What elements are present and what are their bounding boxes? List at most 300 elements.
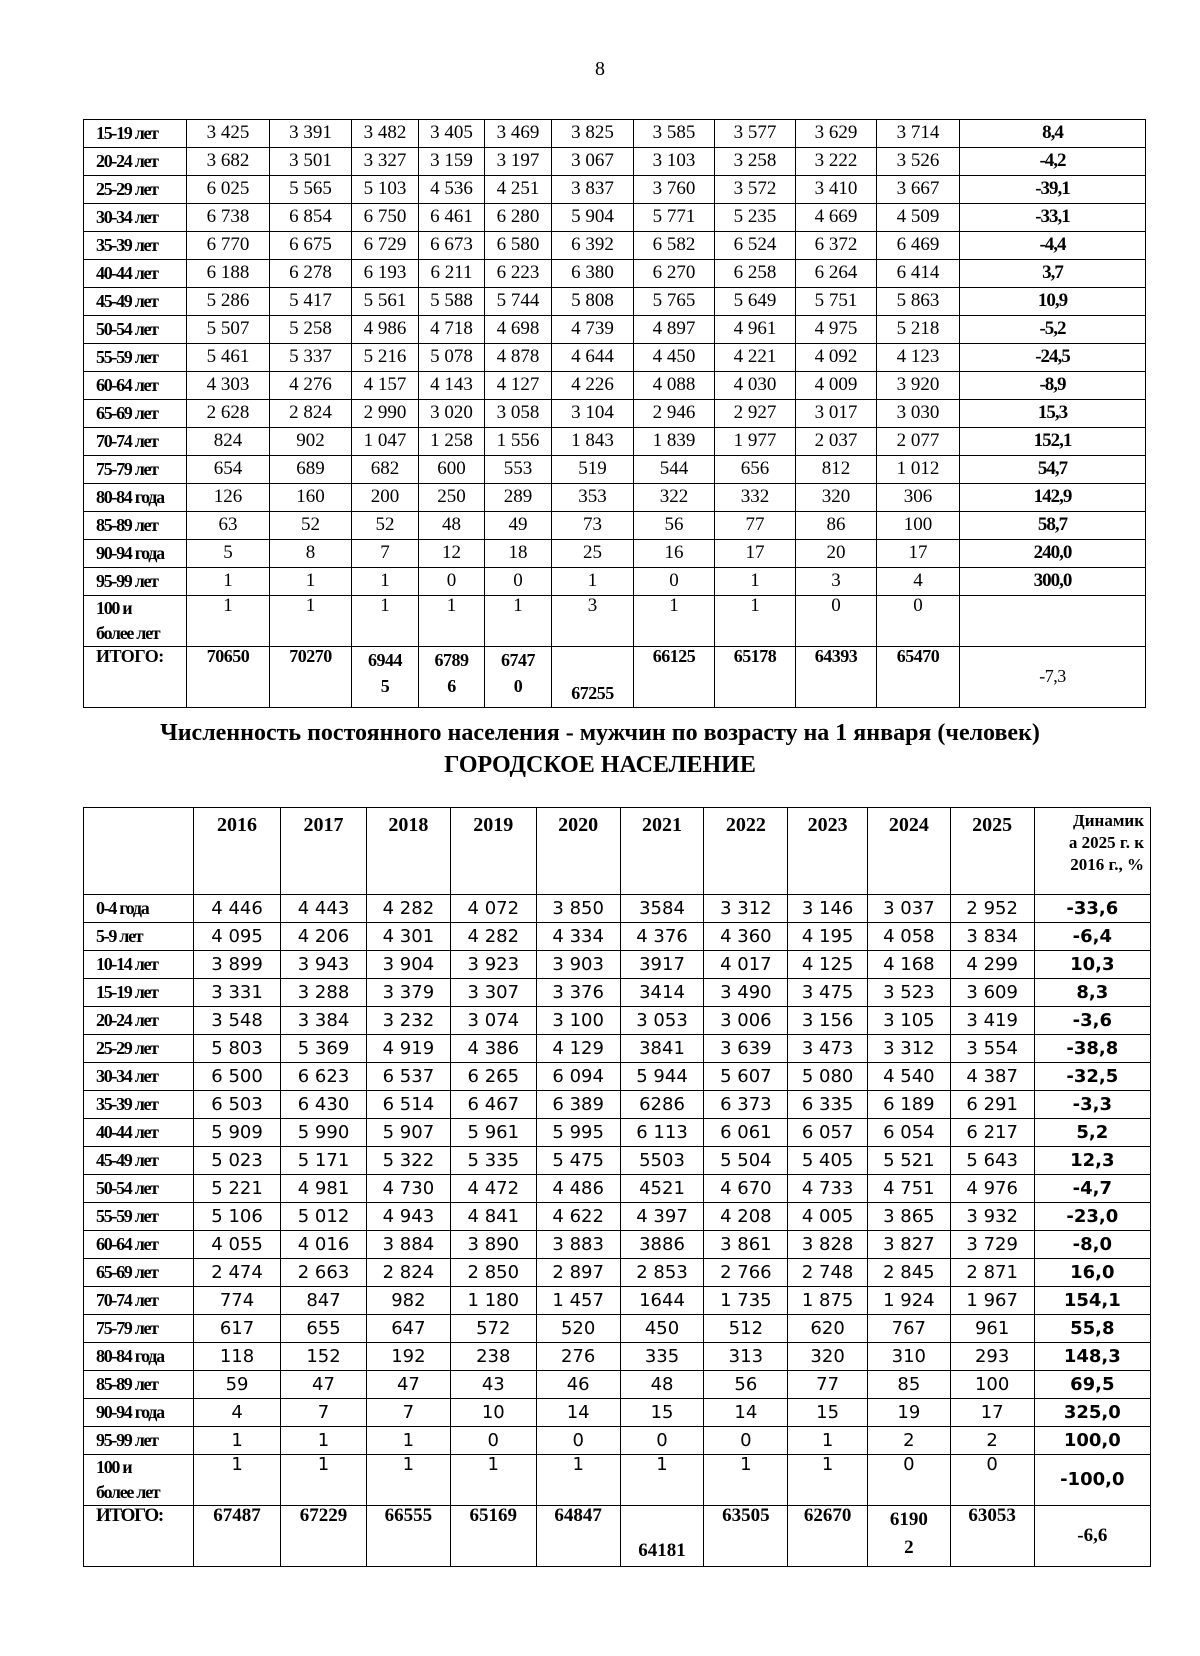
table-cell: 4 897 xyxy=(634,316,715,344)
table-row xyxy=(84,1035,1151,1063)
table-cell: 600 xyxy=(419,456,485,484)
table-cell: 1 839 xyxy=(634,428,715,456)
table-cell: 6 193 xyxy=(352,260,419,288)
dynamic-cell: 300,0 xyxy=(960,568,1146,596)
dynamic-cell: -24,5 xyxy=(960,344,1146,372)
dynamic-cell: -33,1 xyxy=(960,204,1146,232)
header-year: 2016 xyxy=(194,808,281,895)
row-label: 15-19 лет xyxy=(84,120,187,148)
row-label: 60-64 лет xyxy=(84,1231,194,1259)
table-row xyxy=(84,951,1151,979)
table2-body xyxy=(84,808,1151,1567)
dynamic-cell: 5,2 xyxy=(1034,1119,1150,1147)
table-cell: 4 299 xyxy=(950,951,1034,979)
table-cell: 3 482 xyxy=(352,120,419,148)
table-cell: 1 xyxy=(281,1455,367,1506)
table-cell: 6 675 xyxy=(270,232,352,260)
table-cell: 335 xyxy=(620,1343,704,1371)
total-cell-part: 5 xyxy=(380,676,390,697)
table-cell: 6 414 xyxy=(877,260,960,288)
table-cell: 17 xyxy=(877,540,960,568)
table-row xyxy=(84,1007,1151,1035)
table-cell: 2 628 xyxy=(187,400,270,428)
page-number: 8 xyxy=(595,58,605,80)
table-cell: 5 023 xyxy=(194,1147,281,1175)
table-cell: 0 xyxy=(796,596,877,647)
table-row xyxy=(84,428,1146,456)
table-cell: 52 xyxy=(352,512,419,540)
table-cell: 2 897 xyxy=(536,1259,620,1287)
header-year: 2023 xyxy=(788,808,868,895)
row-label: 45-49 лет xyxy=(84,288,187,316)
table-cell: 1 xyxy=(366,1427,450,1455)
table-cell: 6 389 xyxy=(536,1091,620,1119)
table-cell: 5 417 xyxy=(270,288,352,316)
dynamic-cell: -6,4 xyxy=(1034,923,1150,951)
table-cell: 3 837 xyxy=(552,176,634,204)
table-cell: 4 088 xyxy=(634,372,715,400)
total-cell: 66125 xyxy=(634,647,715,708)
table-cell: 6 278 xyxy=(270,260,352,288)
total-cell: 65470 xyxy=(877,647,960,708)
table-cell: 3 017 xyxy=(796,400,877,428)
table-cell: 4 386 xyxy=(450,1035,536,1063)
header-dynamic xyxy=(1034,808,1150,895)
table-cell: 4 058 xyxy=(867,923,950,951)
dynamic-cell: 15,3 xyxy=(960,400,1146,428)
row-label: 35-39 лет xyxy=(84,1091,194,1119)
dynamic-cell: 148,3 xyxy=(1034,1343,1150,1371)
table-cell: 4 334 xyxy=(536,923,620,951)
table-cell: 6 537 xyxy=(366,1063,450,1091)
table-cell: 4 739 xyxy=(552,316,634,344)
dynamic-cell: 16,0 xyxy=(1034,1259,1150,1287)
total-cell-part: 6 xyxy=(447,676,456,697)
dynamic-cell: -38,8 xyxy=(1034,1035,1150,1063)
table-cell: 1 457 xyxy=(536,1287,620,1315)
table-cell: 6 430 xyxy=(281,1091,367,1119)
table-cell: 1 xyxy=(715,596,796,647)
table-row xyxy=(84,232,1146,260)
table-cell: 3 376 xyxy=(536,979,620,1007)
table-cell: 152 xyxy=(281,1343,367,1371)
table-row xyxy=(84,1119,1151,1147)
table-cell: 1 xyxy=(536,1455,620,1506)
table-cell: 4 961 xyxy=(715,316,796,344)
table-row xyxy=(84,1203,1151,1231)
row-label-line: более лет xyxy=(96,1482,160,1503)
table-cell: 18 xyxy=(485,540,552,568)
table-cell: 4 016 xyxy=(281,1231,367,1259)
table-cell: 5 286 xyxy=(187,288,270,316)
table-cell: 3 020 xyxy=(419,400,485,428)
table-cell: 20 xyxy=(796,540,877,568)
row-label-100-plus xyxy=(84,1455,194,1506)
table-cell: 47 xyxy=(366,1371,450,1399)
table-cell: 1 xyxy=(788,1455,868,1506)
dynamic-cell: 10,3 xyxy=(1034,951,1150,979)
table-cell: 3 639 xyxy=(704,1035,788,1063)
dynamic-cell: 8,4 xyxy=(960,120,1146,148)
total-dynamic-cell: -6,6 xyxy=(1034,1506,1150,1567)
table-cell: 1 556 xyxy=(485,428,552,456)
table-cell: 6 514 xyxy=(366,1091,450,1119)
table-cell: 656 xyxy=(715,456,796,484)
table-cell: 6 392 xyxy=(552,232,634,260)
table-cell: 3 469 xyxy=(485,120,552,148)
dynamic-cell: -23,0 xyxy=(1034,1203,1150,1231)
table-cell: 902 xyxy=(270,428,352,456)
table-cell: 3 222 xyxy=(796,148,877,176)
row-label: 60-64 лет xyxy=(84,372,187,400)
table-cell: 4 622 xyxy=(536,1203,620,1231)
table-cell: 2 871 xyxy=(950,1259,1034,1287)
table-cell: 6 623 xyxy=(281,1063,367,1091)
table-cell: 0 xyxy=(450,1427,536,1455)
table-cell: 6 500 xyxy=(194,1063,281,1091)
table-cell: 77 xyxy=(715,512,796,540)
table-cell: 3 834 xyxy=(950,923,1034,951)
table-cell: 4521 xyxy=(620,1175,704,1203)
table-cell: 4 644 xyxy=(552,344,634,372)
table-cell: 3 473 xyxy=(788,1035,868,1063)
row-label: 20-24 лет xyxy=(84,148,187,176)
table-cell: 3 074 xyxy=(450,1007,536,1035)
table-cell: 3917 xyxy=(620,951,704,979)
dynamic-cell: 10,9 xyxy=(960,288,1146,316)
table-row xyxy=(84,400,1146,428)
table-cell: 519 xyxy=(552,456,634,484)
table-cell: 4 127 xyxy=(485,372,552,400)
table-cell: 2 037 xyxy=(796,428,877,456)
table-cell: 5 607 xyxy=(704,1063,788,1091)
table-cell: 6 223 xyxy=(485,260,552,288)
table-cell: 276 xyxy=(536,1343,620,1371)
table-cell: 3 384 xyxy=(281,1007,367,1035)
table-cell: 3 572 xyxy=(715,176,796,204)
dynamic-cell: 8,3 xyxy=(1034,979,1150,1007)
dynamic-cell: -39,1 xyxy=(960,176,1146,204)
table-cell: 5 218 xyxy=(877,316,960,344)
table-cell: 0 xyxy=(704,1427,788,1455)
table-cell: 5 961 xyxy=(450,1119,536,1147)
table-row xyxy=(84,1371,1151,1399)
table-row xyxy=(84,484,1146,512)
table-cell: 3 307 xyxy=(450,979,536,1007)
table-cell: 654 xyxy=(187,456,270,484)
table-row xyxy=(84,540,1146,568)
table-row xyxy=(84,1259,1151,1287)
table-cell: 2 824 xyxy=(366,1259,450,1287)
table-cell: 1 xyxy=(194,1427,281,1455)
table-row xyxy=(84,344,1146,372)
table-cell: 5 904 xyxy=(552,204,634,232)
table-cell: 3 410 xyxy=(796,176,877,204)
table-cell: 6 057 xyxy=(788,1119,868,1147)
table-cell: 520 xyxy=(536,1315,620,1343)
table-cell: 6 372 xyxy=(796,232,877,260)
row-label: 25-29 лет xyxy=(84,1035,194,1063)
table-cell: 2 766 xyxy=(704,1259,788,1287)
table-cell: 3 523 xyxy=(867,979,950,1007)
table-cell: 4 943 xyxy=(366,1203,450,1231)
table-cell: 1 967 xyxy=(950,1287,1034,1315)
table-cell: 3 943 xyxy=(281,951,367,979)
table-cell: 982 xyxy=(366,1287,450,1315)
row-label: 5-9 лет xyxy=(84,923,194,951)
table-cell: 15 xyxy=(788,1399,868,1427)
table-title: Численность постоянного населения - мужчин по возрасту на 1 января (человек) xyxy=(160,720,1040,746)
total-cell-part: 6190 xyxy=(889,1509,928,1531)
table-cell: 5 216 xyxy=(352,344,419,372)
table-cell: 3 331 xyxy=(194,979,281,1007)
total-label: ИТОГО: xyxy=(84,647,187,708)
table-row xyxy=(84,1427,1151,1455)
table-cell: 5 322 xyxy=(366,1147,450,1175)
header-year: 2024 xyxy=(867,808,950,895)
dynamic-cell: -8,9 xyxy=(960,372,1146,400)
dynamic-cell: 240,0 xyxy=(960,540,1146,568)
table-cell: 3 899 xyxy=(194,951,281,979)
table-cell: 1 xyxy=(419,596,485,647)
table-row xyxy=(84,260,1146,288)
table-cell: 5 863 xyxy=(877,288,960,316)
table-cell: 17 xyxy=(950,1399,1034,1427)
dynamic-cell: 12,3 xyxy=(1034,1147,1150,1175)
table-cell: 3414 xyxy=(620,979,704,1007)
table-cell: 1 012 xyxy=(877,456,960,484)
table-cell: 59 xyxy=(194,1371,281,1399)
table-cell: 3 232 xyxy=(366,1007,450,1035)
header-year: 2021 xyxy=(620,808,704,895)
table-cell: 0 xyxy=(485,568,552,596)
table-cell: 689 xyxy=(270,456,352,484)
header-dynamic-line: а 2025 г. к xyxy=(1068,833,1144,853)
row-label: 70-74 лет xyxy=(84,428,187,456)
table-cell: 1 180 xyxy=(450,1287,536,1315)
table-cell: 2 xyxy=(950,1427,1034,1455)
table-cell: 5 xyxy=(187,540,270,568)
row-label: 90-94 года xyxy=(84,1399,194,1427)
table-row xyxy=(84,120,1146,148)
table-row xyxy=(84,596,1146,647)
total-cell-part: 2 xyxy=(904,1536,914,1558)
table-cell: 5 561 xyxy=(352,288,419,316)
table-cell: 450 xyxy=(620,1315,704,1343)
table-cell: 5 221 xyxy=(194,1175,281,1203)
dynamic-cell: -3,6 xyxy=(1034,1007,1150,1035)
dynamic-cell: -33,6 xyxy=(1034,895,1150,923)
table-cell: 48 xyxy=(419,512,485,540)
table-cell: 3 391 xyxy=(270,120,352,148)
total-cell: 70270 xyxy=(270,647,352,708)
table-cell: 5 103 xyxy=(352,176,419,204)
table-cell: 617 xyxy=(194,1315,281,1343)
table-cell: 4 009 xyxy=(796,372,877,400)
table-cell: 77 xyxy=(788,1371,868,1399)
total-cell-part: 6944 xyxy=(368,650,402,671)
total-cell-part: 6747 xyxy=(501,650,535,671)
table-cell: 3584 xyxy=(620,895,704,923)
table-cell: 2 946 xyxy=(634,400,715,428)
row-label: 0-4 года xyxy=(84,895,194,923)
table-cell: 5 106 xyxy=(194,1203,281,1231)
table-row xyxy=(84,1287,1151,1315)
table-cell: 118 xyxy=(194,1343,281,1371)
table-cell: 6286 xyxy=(620,1091,704,1119)
table-cell: 6 380 xyxy=(552,260,634,288)
table-cell: 6 580 xyxy=(485,232,552,260)
table-row xyxy=(84,895,1151,923)
table-cell: 1 xyxy=(187,596,270,647)
table-cell: 3 312 xyxy=(704,895,788,923)
table-row xyxy=(84,1063,1151,1091)
header-empty-cell xyxy=(84,808,194,895)
table-cell: 5 461 xyxy=(187,344,270,372)
header-year: 2018 xyxy=(366,808,450,895)
table-cell: 3 865 xyxy=(867,1203,950,1231)
total-cell: 65169 xyxy=(450,1506,536,1567)
table-cell: 4 733 xyxy=(788,1175,868,1203)
table-cell: 5 765 xyxy=(634,288,715,316)
table-cell: 3 105 xyxy=(867,1007,950,1035)
dynamic-cell: -8,0 xyxy=(1034,1231,1150,1259)
dynamic-cell: -100,0 xyxy=(1034,1455,1150,1506)
table-row xyxy=(84,923,1151,951)
table-cell: 7 xyxy=(352,540,419,568)
table-cell: 4 195 xyxy=(788,923,868,951)
table-cell: 1 843 xyxy=(552,428,634,456)
table-cell: 4 095 xyxy=(194,923,281,951)
table-cell: 4 878 xyxy=(485,344,552,372)
table-cell: 49 xyxy=(485,512,552,540)
row-label: 85-89 лет xyxy=(84,1371,194,1399)
header-year: 2022 xyxy=(704,808,788,895)
total-cell-part: 0 xyxy=(513,676,523,697)
dynamic-cell: 154,1 xyxy=(1034,1287,1150,1315)
table-cell: 5 171 xyxy=(281,1147,367,1175)
table-cell: 5 643 xyxy=(950,1147,1034,1175)
table-cell: 100 xyxy=(877,512,960,540)
table-cell: 5 080 xyxy=(788,1063,868,1091)
table-cell: 4 976 xyxy=(950,1175,1034,1203)
table-cell: 3 490 xyxy=(704,979,788,1007)
table-cell: 6 467 xyxy=(450,1091,536,1119)
table-cell: 320 xyxy=(788,1343,868,1371)
table-row xyxy=(84,316,1146,344)
table-cell: 12 xyxy=(419,540,485,568)
table-cell: 6 461 xyxy=(419,204,485,232)
table-cell: 3 577 xyxy=(715,120,796,148)
table-cell: 5 944 xyxy=(620,1063,704,1091)
table-cell: 2 853 xyxy=(620,1259,704,1287)
table-cell: 1 977 xyxy=(715,428,796,456)
table-cell: 4 123 xyxy=(877,344,960,372)
table-cell: 0 xyxy=(419,568,485,596)
total-row xyxy=(84,647,1146,708)
row-label: 40-44 лет xyxy=(84,1119,194,1147)
row-label: 85-89 лет xyxy=(84,512,187,540)
table-cell: 3 258 xyxy=(715,148,796,176)
population-table-continued xyxy=(83,119,1146,708)
table-cell: 3841 xyxy=(620,1035,704,1063)
row-label: 75-79 лет xyxy=(84,456,187,484)
table-cell: 4 751 xyxy=(867,1175,950,1203)
row-label: 55-59 лет xyxy=(84,1203,194,1231)
table-cell: 4 221 xyxy=(715,344,796,372)
table-row xyxy=(84,568,1146,596)
table-cell: 4 030 xyxy=(715,372,796,400)
table-cell: 3 288 xyxy=(281,979,367,1007)
table-row xyxy=(84,1399,1151,1427)
dynamic-cell: 55,8 xyxy=(1034,1315,1150,1343)
table-cell: 1 xyxy=(704,1455,788,1506)
dynamic-cell: 325,0 xyxy=(1034,1399,1150,1427)
table-cell: 5 335 xyxy=(450,1147,536,1175)
table-cell: 4 669 xyxy=(796,204,877,232)
dynamic-cell: 100,0 xyxy=(1034,1427,1150,1455)
table-row xyxy=(84,176,1146,204)
table-cell: 1 xyxy=(485,596,552,647)
table-cell: 73 xyxy=(552,512,634,540)
table-cell: 3 904 xyxy=(366,951,450,979)
table-cell: 3 053 xyxy=(620,1007,704,1035)
table-cell: 1 xyxy=(620,1455,704,1506)
table-cell: 3 609 xyxy=(950,979,1034,1007)
table-cell: 320 xyxy=(796,484,877,512)
table-cell: 3 827 xyxy=(867,1231,950,1259)
table-cell: 812 xyxy=(796,456,877,484)
table-cell: 4 143 xyxy=(419,372,485,400)
table-cell: 4 376 xyxy=(620,923,704,951)
table-cell: 48 xyxy=(620,1371,704,1399)
table-cell: 3 146 xyxy=(788,895,868,923)
table-cell: 3 760 xyxy=(634,176,715,204)
table-cell: 5 369 xyxy=(281,1035,367,1063)
table-cell: 25 xyxy=(552,540,634,568)
header-dynamic-line: 2016 г., % xyxy=(1070,855,1144,875)
dynamic-cell: -4,7 xyxy=(1034,1175,1150,1203)
total-dynamic-cell: -7,3 xyxy=(960,647,1146,708)
table-cell: 3 667 xyxy=(877,176,960,204)
table-cell: 46 xyxy=(536,1371,620,1399)
table-cell: 1 xyxy=(450,1455,536,1506)
row-label-line: более лет xyxy=(96,623,160,644)
table-cell: 6 054 xyxy=(867,1119,950,1147)
table-cell: 3 058 xyxy=(485,400,552,428)
header-year: 2025 xyxy=(950,808,1034,895)
table-cell: 3 104 xyxy=(552,400,634,428)
table-cell: 3 526 xyxy=(877,148,960,176)
table-cell: 2 748 xyxy=(788,1259,868,1287)
table-cell: 3 629 xyxy=(796,120,877,148)
table-cell: 4 540 xyxy=(867,1063,950,1091)
table-cell: 5 258 xyxy=(270,316,352,344)
total-cell: 62670 xyxy=(788,1506,868,1567)
table-cell: 1 xyxy=(352,568,419,596)
table-cell: 1644 xyxy=(620,1287,704,1315)
table-cell: 4 168 xyxy=(867,951,950,979)
table-cell: 6 738 xyxy=(187,204,270,232)
total-cell xyxy=(867,1506,950,1567)
row-label: 20-24 лет xyxy=(84,1007,194,1035)
table-cell: 4 301 xyxy=(366,923,450,951)
table-cell: 5 744 xyxy=(485,288,552,316)
table-subtitle: ГОРОДСКОЕ НАСЕЛЕНИЕ xyxy=(444,752,756,778)
table-cell: 4 208 xyxy=(704,1203,788,1231)
table-cell: 6 094 xyxy=(536,1063,620,1091)
table-cell: 4 251 xyxy=(485,176,552,204)
